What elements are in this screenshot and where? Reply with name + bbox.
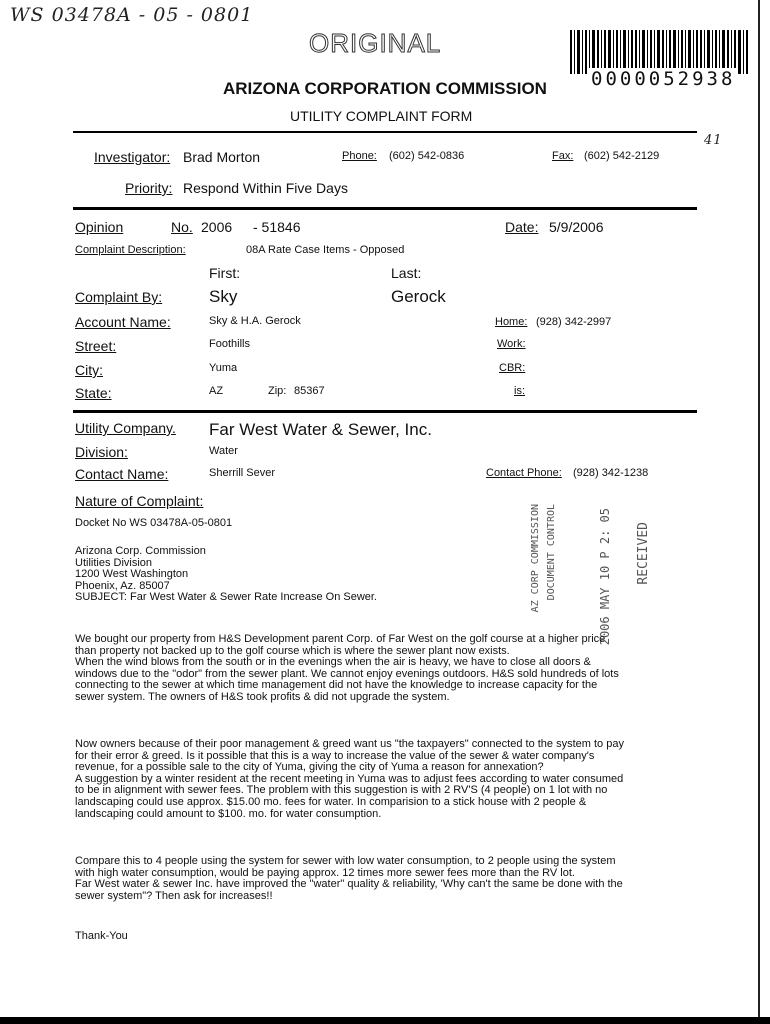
paragraph-line: Now owners because of their poor management & greed want us "the taxpayers" connected to the system to pay [75, 738, 624, 750]
account-name-label: Account Name: [75, 314, 171, 330]
paragraph-line: We bought our property from H&S Development parent Corp. of Far West on the golf course at a higher price [75, 633, 606, 645]
home-phone-label: Home: [495, 316, 528, 328]
paragraph-line: Compare this to 4 people using the system for sewer with low water consumption, to 2 people using the system [75, 855, 616, 867]
form-title: UTILITY COMPLAINT FORM [290, 108, 473, 124]
address-line: 1200 West Washington [75, 568, 189, 581]
complaint-paragraph-2 [75, 739, 624, 820]
priority-label: Priority: [125, 180, 173, 196]
agency-title: ARIZONA CORPORATION COMMISSION [223, 79, 547, 98]
docket-reference: Docket No WS 03478A-05-0801 [75, 517, 233, 529]
opinion-label: Opinion [75, 219, 124, 235]
work-phone-label: Work: [497, 338, 526, 350]
investigator-label: Investigator: [94, 149, 171, 165]
paragraph-line: sewer system. The owners of H&S took profits & did not upgrade the system. [75, 690, 450, 703]
header-divider [73, 131, 697, 133]
last-name-value: Gerock [391, 287, 446, 306]
division-label: Division: [75, 444, 128, 460]
contact-phone-label: Contact Phone: [486, 467, 562, 479]
paragraph-line: to be in alignment with sewer fees. The problem with this suggestion is with 2 RV'S (4 people) on 1 lot with no [75, 784, 608, 797]
paragraph-line: Far West water & sewer Inc. have improved the "water" quality & reliability, 'Why can't the same be done with the [75, 878, 623, 891]
original-stamp: ORIGINAL [309, 28, 442, 58]
investigator-phone-label: Phone: [342, 150, 377, 162]
complaint-by-label: Complaint By: [75, 289, 163, 305]
is-label: is: [514, 385, 525, 397]
investigator-fax: (602) 542-2129 [584, 150, 660, 162]
first-name-label: First: [209, 265, 241, 281]
nature-of-complaint-label: Nature of Complaint: [75, 493, 204, 509]
paragraph-line: landscaping could amount to $100. mo. for water consumption. [75, 807, 382, 820]
subject-line: SUBJECT: Far West Water & Sewer Rate Increase On Sewer. [75, 591, 377, 604]
section-divider-1 [73, 207, 697, 210]
paragraph-line: windows due to the "odor" from the sewer plant. We cannot enjoy evenings outdoors. H&S sold hundreds of lots [75, 667, 619, 680]
last-name-label: Last: [391, 265, 422, 281]
contact-name-label: Contact Name: [75, 466, 169, 482]
utility-company-label: Utility Company. [75, 420, 176, 436]
priority-value: Respond Within Five Days [183, 180, 348, 196]
page-bottom-edge [0, 1017, 770, 1024]
investigator-name: Brad Morton [183, 149, 261, 165]
account-name-value: Sky & H.A. Gerock [209, 315, 301, 327]
contact-name-value: Sherrill Sever [209, 467, 276, 479]
page-right-edge [758, 0, 760, 1024]
investigator-phone: (602) 542-0836 [389, 150, 465, 162]
paragraph-line: A suggestion by a winter resident at the recent meeting in Yuma was to adjust fees according to water consumed [75, 772, 624, 785]
division-value: Water [209, 445, 238, 457]
state-label: State: [75, 385, 112, 401]
paragraph-line: with high water consumption, would be paying approx. 12 times more sewer fees more than the RV lot. [75, 866, 575, 879]
paragraph-line: landscaping could use approx. $15.00 mo. fees for water. In comparision to a stick house with 2 people & [75, 795, 587, 808]
paragraph-line: connecting to the sewer at which time management did not have the knowledge to increase capacity for the [75, 679, 598, 692]
stamp-commission: AZ CORP COMMISSION [530, 504, 541, 613]
complaint-description: 08A Rate Case Items - Opposed [246, 244, 405, 256]
contact-phone-value: (928) 342-1238 [573, 467, 649, 479]
recipient-address [75, 546, 377, 604]
city-value: Yuma [209, 362, 238, 374]
state-value: AZ [209, 385, 224, 397]
stamp-received: RECEIVED [636, 522, 651, 585]
paragraph-line: sewer system"? Then ask for increases!! [75, 889, 273, 902]
street-value: Foothills [209, 338, 250, 350]
complaint-paragraph-1 [75, 634, 619, 704]
stamp-date-time: 2006 MAY 10 P 2: 05 [598, 508, 612, 646]
investigator-fax-label: Fax: [552, 150, 574, 162]
barcode-number: 0000052938 [591, 68, 736, 90]
zip-label: Zip: [268, 385, 287, 397]
address-line: Utilities Division [75, 556, 153, 569]
paragraph-line: When the wind blows from the south or in the evenings when the air is heavy, we have to close all doors & [75, 656, 591, 669]
date-label: Date: [505, 219, 539, 235]
complaint-no-number: - 51846 [253, 219, 301, 235]
paragraph-line: than property not backed up to the golf course which is where the sewer plant now exists. [75, 644, 510, 657]
street-label: Street: [75, 338, 117, 354]
complaint-description-label: Complaint Description: [75, 244, 186, 256]
handwritten-docket-number: WS 03478A - 05 - 0801 [10, 4, 254, 26]
city-label: City: [75, 362, 103, 378]
cbr-label: CBR: [499, 362, 526, 374]
complaint-no-year: 2006 [201, 219, 233, 235]
paragraph-line: for their error & greed. Is it possible that this is a way to increase the value of the sewer & water company's [75, 749, 595, 762]
utility-company-value: Far West Water & Sewer, Inc. [209, 420, 432, 439]
address-line: Phoenix, Az. 85007 [75, 579, 170, 592]
margin-handwritten-mark: 41 [704, 133, 723, 148]
paragraph-line: revenue, for a possible sale to the city of Yuma, giving the city of Yuma a reason for annexation? [75, 761, 544, 774]
closing-signoff: Thank-You [75, 930, 128, 942]
home-phone-value: (928) 342-2997 [536, 316, 612, 328]
section-divider-2 [73, 410, 697, 413]
first-name-value: Sky [209, 287, 238, 306]
complaint-paragraph-3 [75, 856, 623, 902]
stamp-document-control: DOCUMENT CONTROL [546, 504, 557, 601]
complaint-no-label: No. [171, 219, 193, 235]
date-value: 5/9/2006 [549, 219, 604, 235]
address-line: Arizona Corp. Commission [75, 545, 206, 557]
zip-value: 85367 [294, 385, 325, 397]
